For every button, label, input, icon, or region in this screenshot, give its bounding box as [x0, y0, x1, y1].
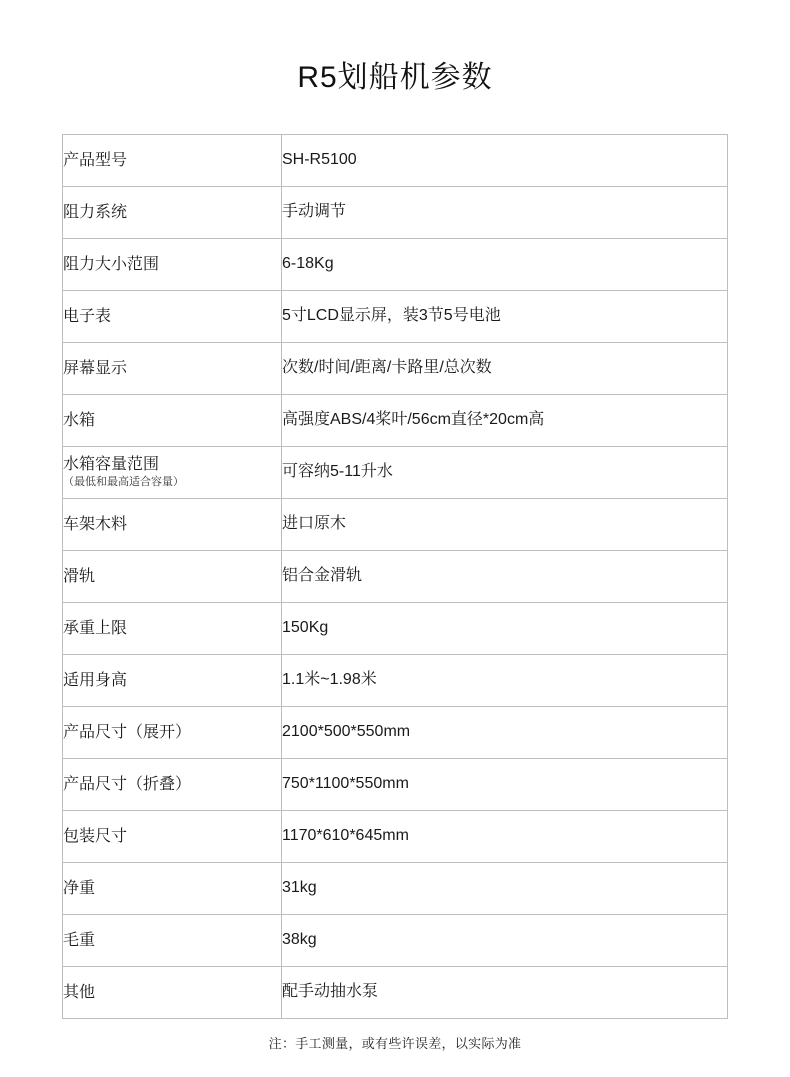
- spec-label-cell: [63, 863, 282, 915]
- spec-label-cell: [63, 811, 282, 863]
- spec-value-cell: 5寸LCD显示屏，装3节5号电池: [282, 291, 728, 343]
- spec-value-cell: 6-18Kg: [282, 239, 728, 291]
- page-title: R5划船机参数: [297, 61, 493, 95]
- spec-label-cell: [63, 707, 282, 759]
- spec-label: 产品型号: [63, 151, 128, 169]
- spec-label-cell: [63, 967, 282, 1019]
- spec-label-cell: [63, 239, 282, 291]
- spec-label: 车架木料: [63, 515, 128, 533]
- spec-value-cell: 750*1100*550mm: [282, 759, 728, 811]
- spec-label: 阻力大小范围: [63, 255, 160, 273]
- spec-label-cell: [63, 187, 282, 239]
- table-row: [63, 551, 728, 603]
- spec-label: 阻力系统: [63, 203, 128, 221]
- spec-label-cell: [63, 135, 282, 187]
- product-spec-page: [0, 20, 790, 1077]
- specification-table: [62, 134, 728, 1019]
- spec-value-cell: 配手动抽水泵: [282, 967, 728, 1019]
- table-row: [63, 915, 728, 967]
- table-row: [63, 759, 728, 811]
- spec-value-cell: 进口原木: [282, 499, 728, 551]
- spec-label-cell: [63, 343, 282, 395]
- table-row: [63, 239, 728, 291]
- table-row: [63, 967, 728, 1019]
- spec-value-cell: 手动调节: [282, 187, 728, 239]
- spec-label: 包装尺寸: [63, 827, 128, 845]
- table-row: [63, 603, 728, 655]
- spec-value-cell: SH-R5100: [282, 135, 728, 187]
- table-row: [63, 811, 728, 863]
- table-row: [63, 291, 728, 343]
- spec-label: 毛重: [63, 931, 96, 949]
- spec-table-container: [0, 134, 790, 1019]
- spec-value-cell: 高强度ABS/4桨叶/56cm直径*20cm高: [282, 395, 728, 447]
- table-row: [63, 395, 728, 447]
- table-row: [63, 499, 728, 551]
- spec-label: 其他: [63, 983, 96, 1001]
- spec-label: 适用身高: [63, 671, 128, 689]
- spec-value-cell: 可容纳5-11升水: [282, 447, 728, 499]
- table-row: [63, 447, 728, 499]
- spec-label: 产品尺寸（展开）: [63, 723, 192, 741]
- spec-value-cell: 1170*610*645mm: [282, 811, 728, 863]
- spec-label-cell: [63, 915, 282, 967]
- spec-label-cell: [63, 291, 282, 343]
- spec-value-cell: 2100*500*550mm: [282, 707, 728, 759]
- table-row: [63, 863, 728, 915]
- spec-value-cell: 38kg: [282, 915, 728, 967]
- table-row: [63, 187, 728, 239]
- spec-label-cell: [63, 655, 282, 707]
- spec-sublabel: （最低和最高适合容量）: [63, 476, 184, 489]
- spec-value-cell: 31kg: [282, 863, 728, 915]
- spec-label: 水箱: [63, 411, 96, 429]
- spec-label: 电子表: [63, 307, 112, 325]
- spec-label: 净重: [63, 879, 96, 897]
- spec-label: 承重上限: [63, 619, 128, 637]
- spec-label-cell: [63, 499, 282, 551]
- spec-table-body: [63, 135, 728, 1019]
- table-row: [63, 707, 728, 759]
- spec-label-cell: [63, 759, 282, 811]
- spec-value-cell: 1.1米~1.98米: [282, 655, 728, 707]
- spec-value-cell: 次数/时间/距离/卡路里/总次数: [282, 343, 728, 395]
- spec-label-cell: [63, 551, 282, 603]
- spec-label: 滑轨: [63, 567, 96, 585]
- spec-label-cell: [63, 447, 282, 499]
- spec-label: 屏幕显示: [63, 359, 128, 377]
- spec-label: 水箱容量范围: [63, 456, 160, 474]
- table-row: [63, 343, 728, 395]
- table-row: [63, 135, 728, 187]
- measurement-footnote: 注：手工测量，或有些许误差，以实际为准: [268, 1036, 522, 1052]
- spec-label-cell: [63, 395, 282, 447]
- table-row: [63, 655, 728, 707]
- spec-label-cell: [63, 603, 282, 655]
- spec-value-cell: 铝合金滑轨: [282, 551, 728, 603]
- spec-label: 产品尺寸（折叠）: [63, 775, 192, 793]
- spec-value-cell: 150Kg: [282, 603, 728, 655]
